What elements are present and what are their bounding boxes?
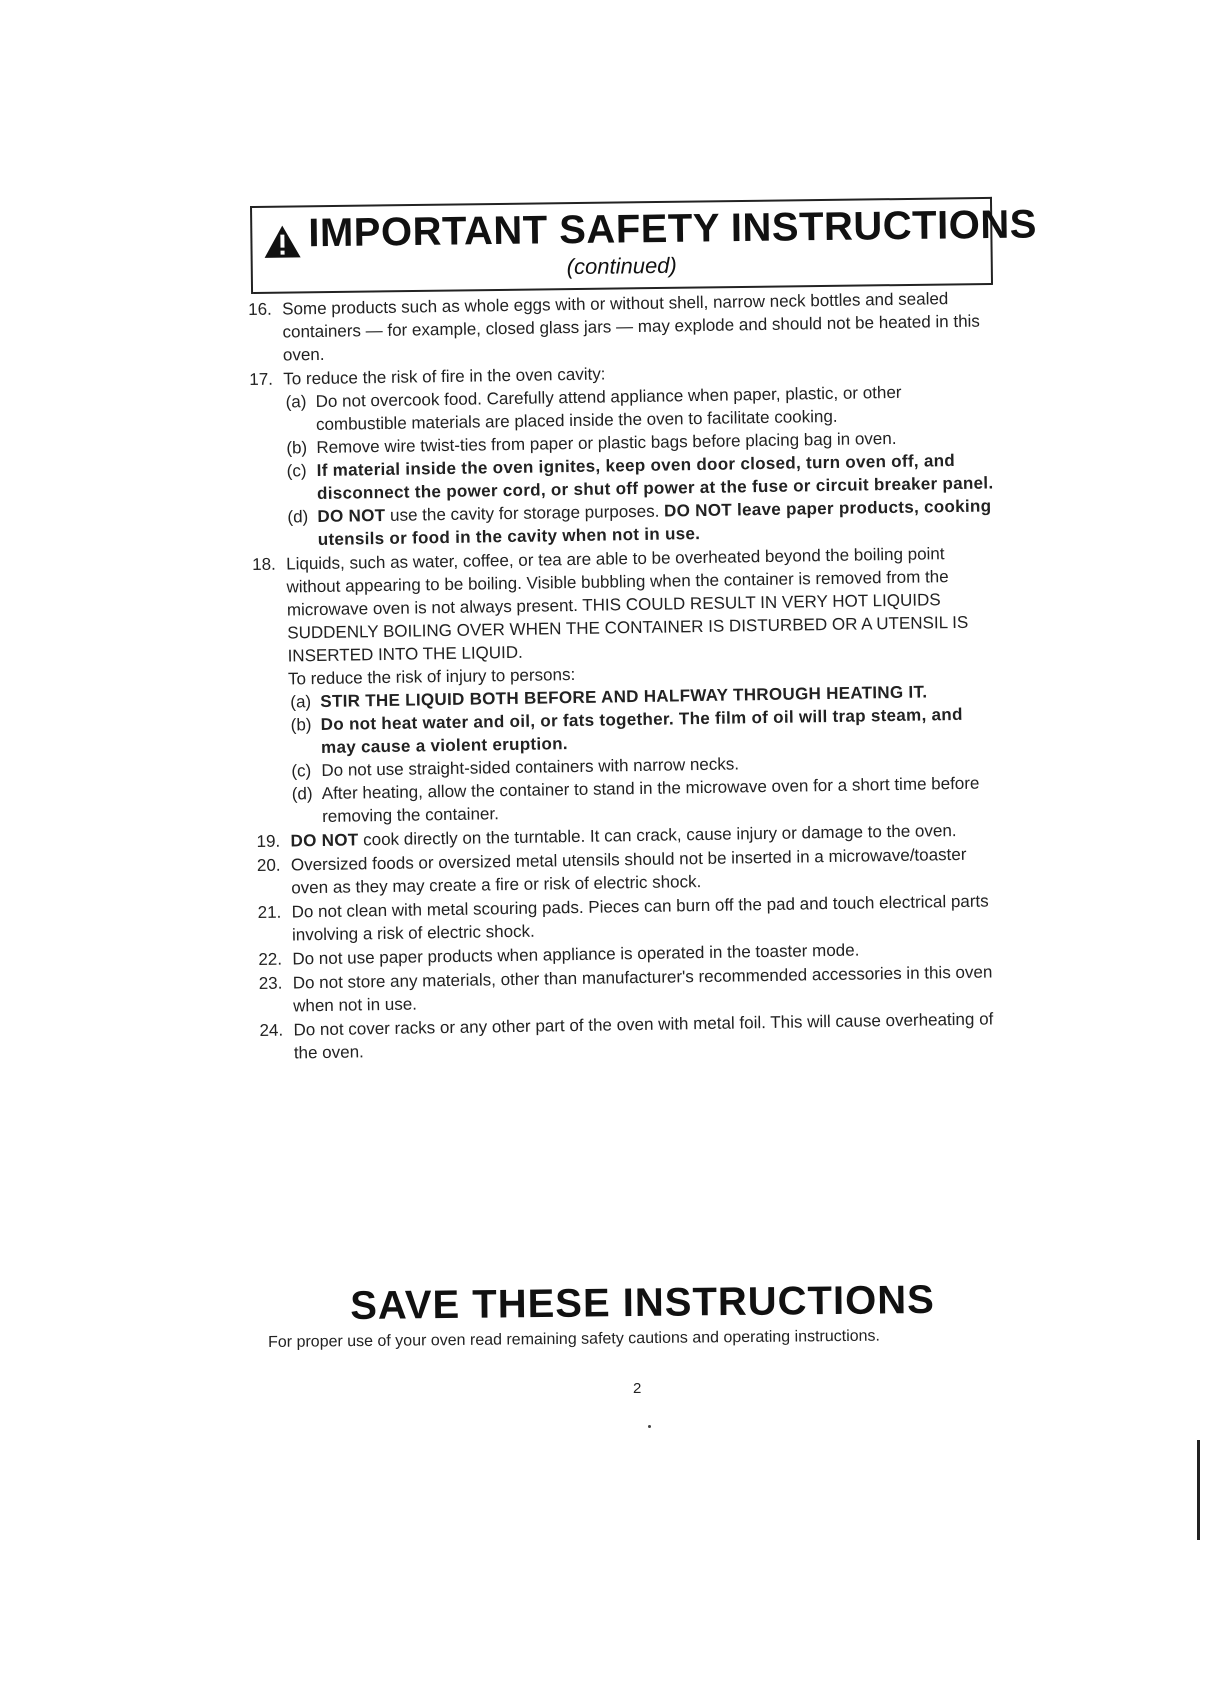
sub-item-text: After heating, allow the container to stand in the microwave oven for a short time before removing the container. [321, 773, 980, 826]
sub-item-letter: (c) [291, 761, 312, 781]
warning-triangle-icon [262, 223, 302, 259]
sub-item-text: Remove wire twist-ties from paper or plastic bags before placing bag in oven. [316, 428, 897, 458]
sub-item-letter: (d) [291, 784, 313, 804]
sub-item-text: Do not use straight-sided containers with narrow necks. [321, 754, 740, 780]
list-item [249, 356, 996, 552]
sub-item-letter: (b) [286, 438, 308, 458]
sub-item-letter: (a) [285, 392, 307, 412]
item-text: To reduce the risk of fire in the oven cavity: [283, 364, 606, 389]
item-number: 23. [258, 973, 283, 993]
item-number: 22. [258, 949, 283, 969]
item-text: Do not cover racks or any other part of the oven with metal foil. This will cause overheating of the oven. [293, 1009, 994, 1063]
item-text: Do not use paper products when appliance is operated in the toaster mode. [292, 940, 860, 969]
sub-item-letter: (b) [290, 715, 312, 735]
item-number: 16. [248, 299, 272, 320]
sub-item-letter: (a) [290, 692, 312, 712]
item-lead-bold: DO NOT [290, 830, 359, 851]
instructions-list [248, 286, 1004, 1066]
sub-item-bold-text: STIR THE LIQUID BOTH BEFORE AND HALFWAY THROUGH HEATING IT. [320, 682, 928, 711]
item-number: 21. [257, 902, 282, 922]
scan-speck [648, 1425, 651, 1428]
item-note: To reduce the risk of injury to persons: [287, 664, 576, 689]
header-box [250, 197, 1038, 294]
list-item [248, 286, 993, 367]
sub-item-bold-text: DO NOT leave paper products, cooking utensils or food in the cavity when not in use. [317, 496, 992, 549]
item-text: Do not clean with metal scouring pads. Pieces can burn off the pad and touch electrical parts involving a risk of electric shock. [291, 891, 989, 945]
sub-item-text: Do not overcook food. Carefully attend appliance when paper, plastic, or other combustible materials are placed inside the oven to facilitate cooking. [315, 382, 902, 435]
page-subtitle: (continued) [566, 252, 677, 280]
page-number: 2 [633, 1380, 642, 1397]
item-number: 18. [252, 554, 276, 575]
item-number: 24. [259, 1020, 284, 1040]
item-text: Some products such as whole eggs with or without shell, narrow neck bottles and sealed containers — for example, closed glass jars — may explode and should not be heated in this oven. [282, 289, 980, 365]
save-instructions-title: SAVE THESE INSTRUCTIONS [350, 1277, 935, 1328]
item-number: 20. [256, 855, 281, 875]
page-title: IMPORTANT SAFETY INSTRUCTIONS [308, 202, 1038, 256]
sub-item-bold-text: Do not heat water and oil, or fats together. The film of oil will trap steam, and may cause a violent eruption. [320, 704, 963, 757]
sub-item-lead-bold: DO NOT [317, 505, 386, 526]
sub-item-letter: (c) [286, 461, 307, 481]
sub-item-bold-text: If material inside the oven ignites, keep oven door closed, turn oven off, and disconnect the power cord, or shut off power at the fuse or circuit breaker panel. [316, 450, 994, 504]
save-instructions-subtitle: For proper use of your oven read remaining safety cautions and operating instructions. [268, 1327, 881, 1351]
item-number: 17. [249, 369, 274, 390]
scan-margin-line [1197, 1440, 1200, 1540]
list-item [252, 541, 1000, 829]
item-text: Liquids, such as water, coffee, or tea are able to be overheated beyond the boiling point without appearing to be boiling. Visible bubbling when the container is removed from the microwave oven is not always present. THIS COULD RESULT IN VERY HOT LIQUIDS SUDDENLY BOILING OVER WHEN THE CONTAINER IS DISTURBED OR A UTENSIL IS INSERTED INTO THE LIQUID. [286, 544, 969, 666]
item-text: Oversized foods or oversized metal utensils should not be inserted in a microwave/toaster oven as they may create a fire or risk of electric shock. [290, 844, 967, 898]
item-text-rest: cook directly on the turntable. It can crack, cause injury or damage to the oven. [358, 821, 957, 850]
item-text: Do not store any materials, other than manufacturer's recommended accessories in this oven when not in use. [292, 962, 993, 1016]
sub-item-letter: (d) [287, 507, 309, 527]
item-number: 19. [256, 831, 281, 851]
sub-item-text: use the cavity for storage purposes. [385, 501, 665, 525]
